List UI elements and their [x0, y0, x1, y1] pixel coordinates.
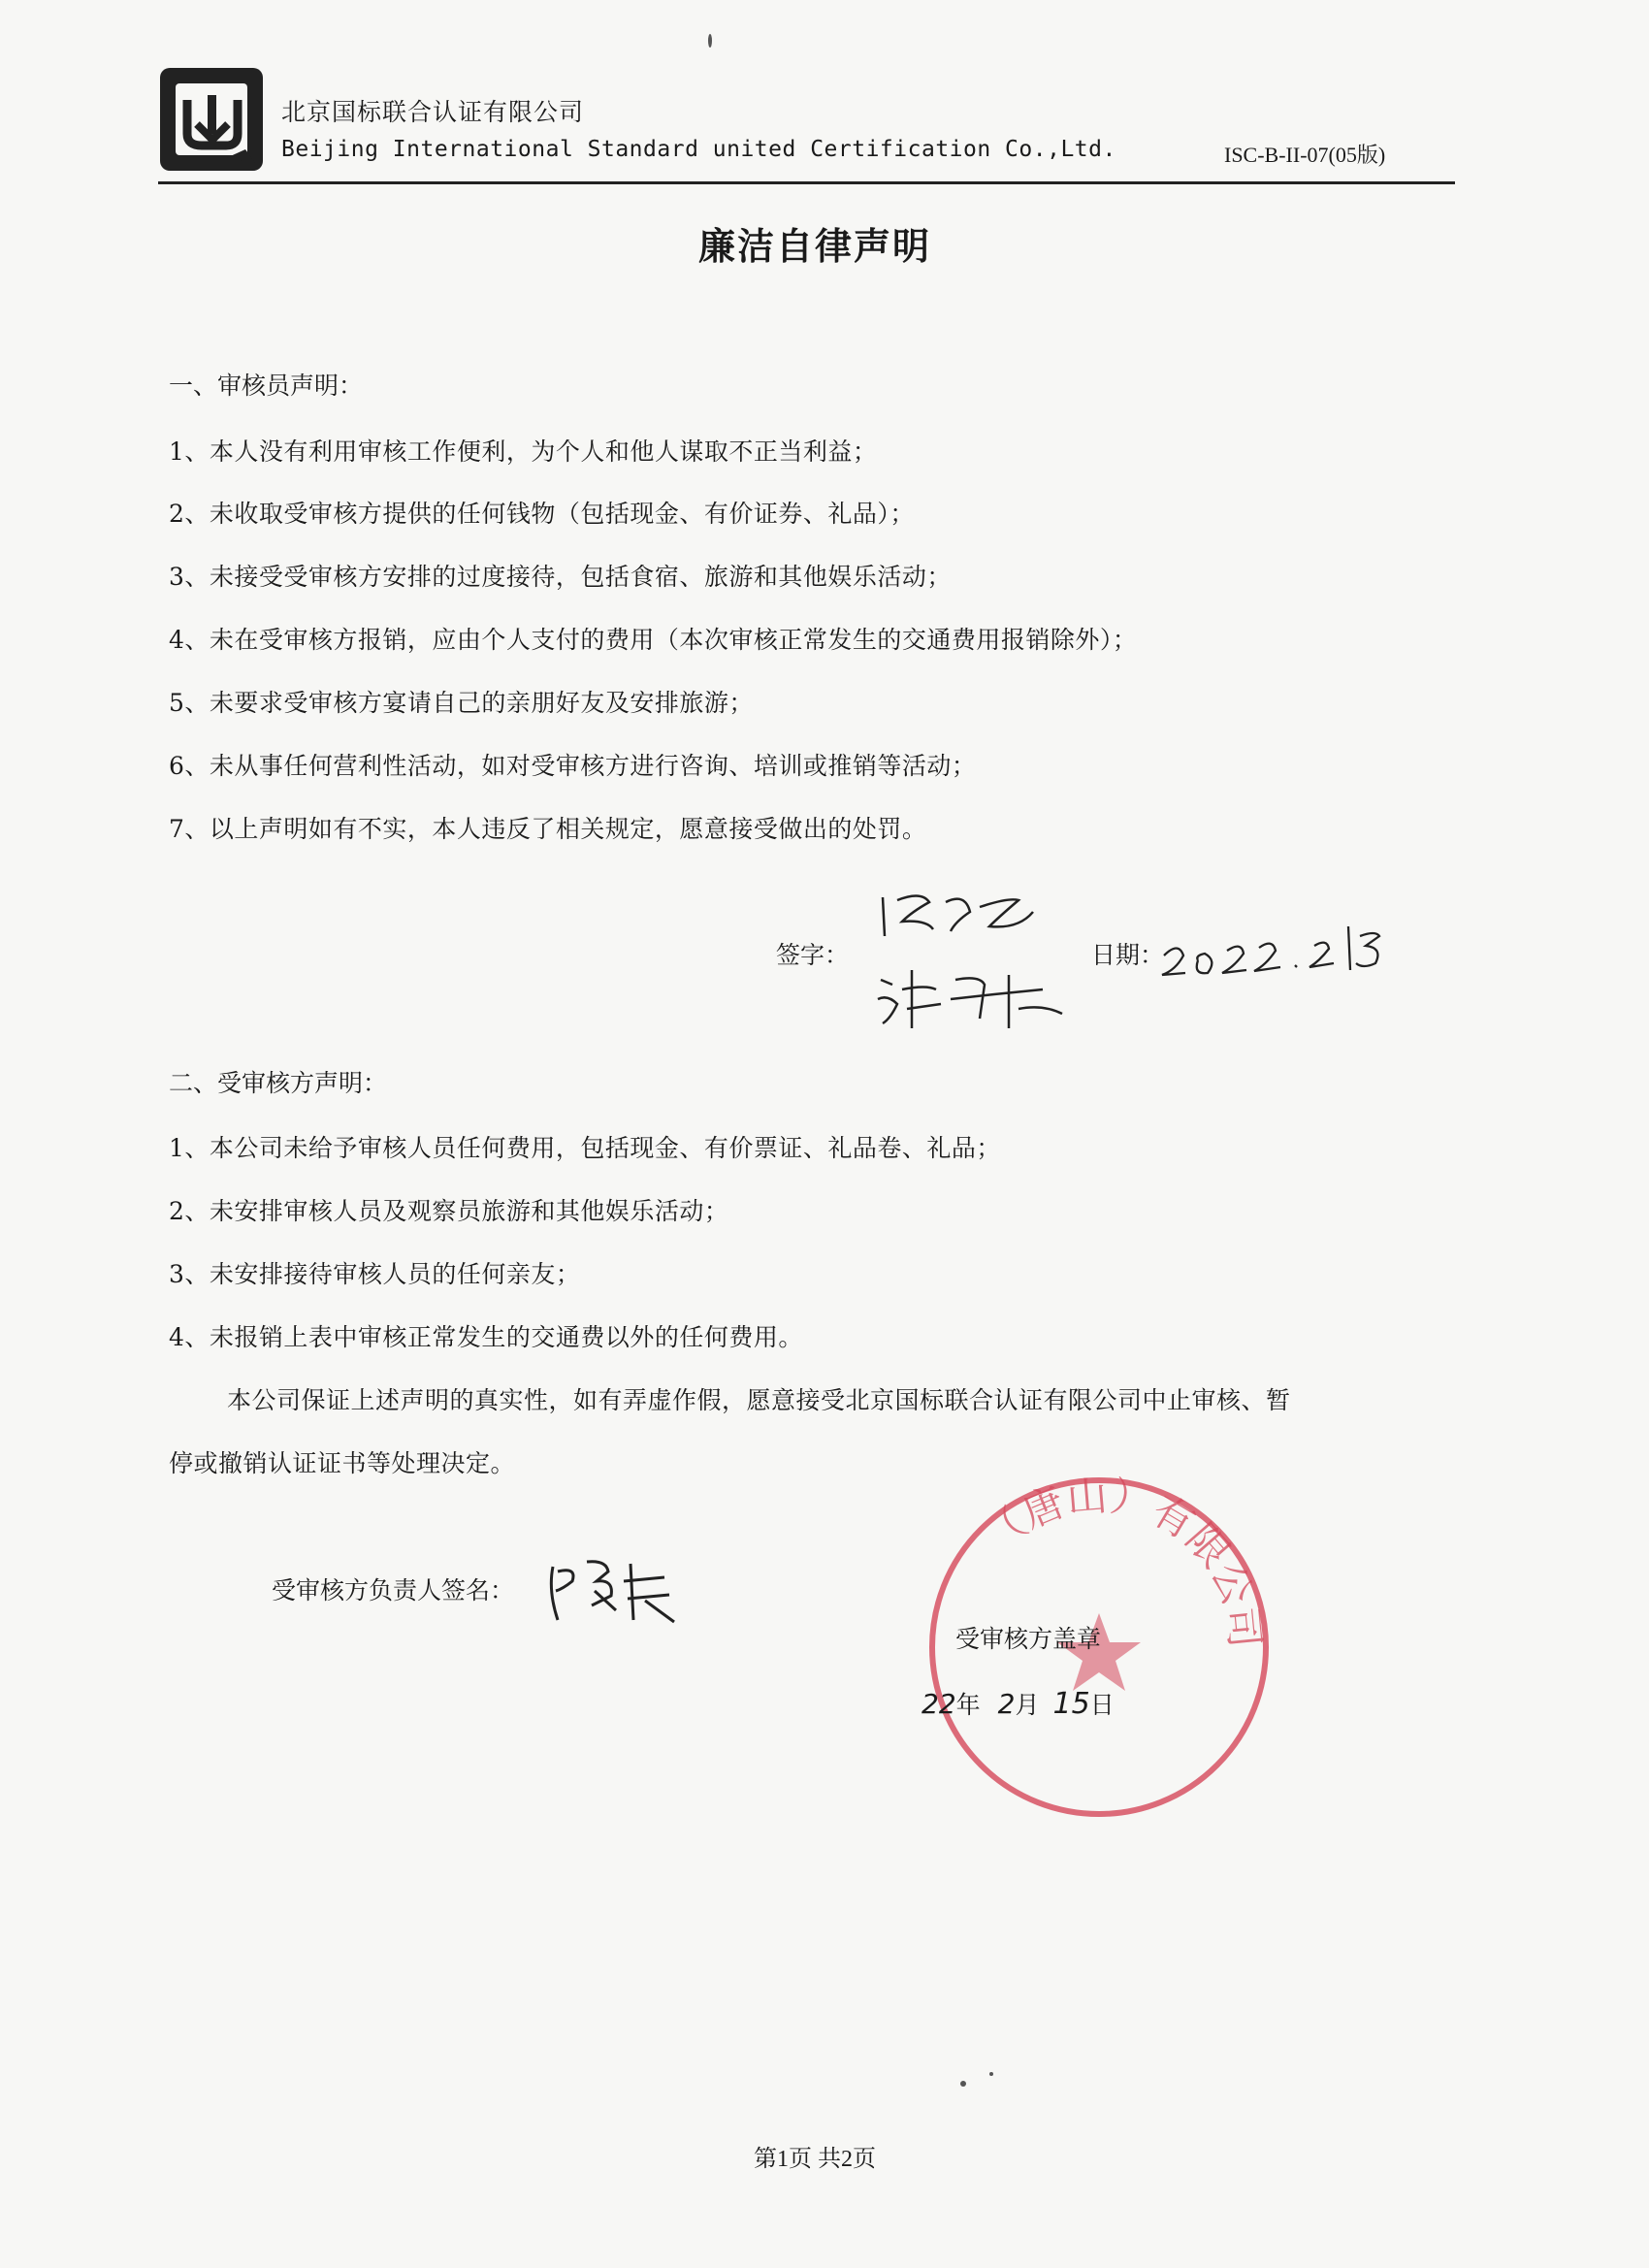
- document-code: ISC-B-II-07(05版): [1224, 143, 1386, 167]
- auditor-item: 1、本人没有利用审核工作便利，为个人和他人谋取不正当利益；: [169, 437, 878, 466]
- seal-text: （唐山）有限公司: [974, 1471, 1270, 1650]
- auditor-item: 7、以上声明如有不实，本人违反了相关规定，愿意接受做出的处罚。: [169, 815, 927, 843]
- responsible-signature-label: 受审核方负责人签名：: [272, 1576, 515, 1604]
- year-label: 年: [955, 1691, 981, 1719]
- auditee-section-heading: 二、受审核方声明：: [169, 1069, 388, 1097]
- seal-label: 受审核方盖章: [955, 1625, 1102, 1653]
- auditee-item: 3、未安排接待审核人员的任何亲友；: [169, 1260, 581, 1288]
- guarantee-paragraph-line: 停或撤销认证证书等处理决定。: [169, 1449, 516, 1477]
- company-logo: [158, 66, 265, 173]
- auditee-date-month-hand: 2: [997, 1688, 1016, 1720]
- guarantee-paragraph-line: 本公司保证上述声明的真实性，如有弄虚作假，愿意接受北京国标联合认证有限公司中止审核、暂: [227, 1386, 1291, 1414]
- page-footer: 第1页 共2页: [754, 2147, 876, 2172]
- auditee-item: 2、未安排审核人员及观察员旅游和其他娱乐活动；: [169, 1197, 729, 1225]
- auditor-section-heading: 一、审核员声明：: [169, 372, 364, 400]
- company-name-cn: 北京国标联合认证有限公司: [281, 98, 585, 126]
- auditor-item: 4、未在受审核方报销，应由个人支付的费用（本次审核正常发生的交通费用报销除外）；: [169, 626, 1138, 654]
- auditor-signature-1: [873, 883, 1038, 946]
- date-label: 日期：: [1091, 941, 1165, 969]
- auditor-item: 5、未要求受审核方宴请自己的亲朋好友及安排旅游；: [169, 689, 754, 717]
- scan-speck: [708, 34, 712, 48]
- responsible-signature: [538, 1552, 684, 1630]
- month-label: 月: [1015, 1691, 1040, 1719]
- scan-speck: [960, 2081, 966, 2087]
- company-name-en: Beijing International Standard united Certification Co.,Ltd.: [281, 137, 1116, 162]
- scan-speck: [989, 2072, 993, 2076]
- auditor-item: 2、未收取受审核方提供的任何钱物（包括现金、有价证券、礼品）；: [169, 500, 915, 528]
- auditor-signature-2: [873, 960, 1077, 1033]
- signature-label: 签字：: [776, 941, 850, 969]
- day-label: 日: [1089, 1691, 1115, 1719]
- auditor-item: 3、未接受受审核方安排的过度接待，包括食宿、旅游和其他娱乐活动；: [169, 563, 952, 591]
- auditee-item: 4、未报销上表中审核正常发生的交通费以外的任何费用。: [169, 1323, 803, 1351]
- document-title: 廉洁自律声明: [697, 225, 931, 268]
- header-divider: [158, 181, 1455, 184]
- auditor-date-handwritten: [1154, 917, 1387, 989]
- auditee-date: [922, 1686, 1115, 1721]
- auditor-item: 6、未从事任何营利性活动，如对受审核方进行咨询、培训或推销等活动；: [169, 752, 977, 780]
- auditee-item: 1、本公司未给予审核人员任何费用，包括现金、有价票证、礼品卷、礼品；: [169, 1134, 1001, 1162]
- auditee-date-year-hand: 22: [922, 1688, 956, 1720]
- auditee-date-day-hand: 15: [1052, 1687, 1090, 1721]
